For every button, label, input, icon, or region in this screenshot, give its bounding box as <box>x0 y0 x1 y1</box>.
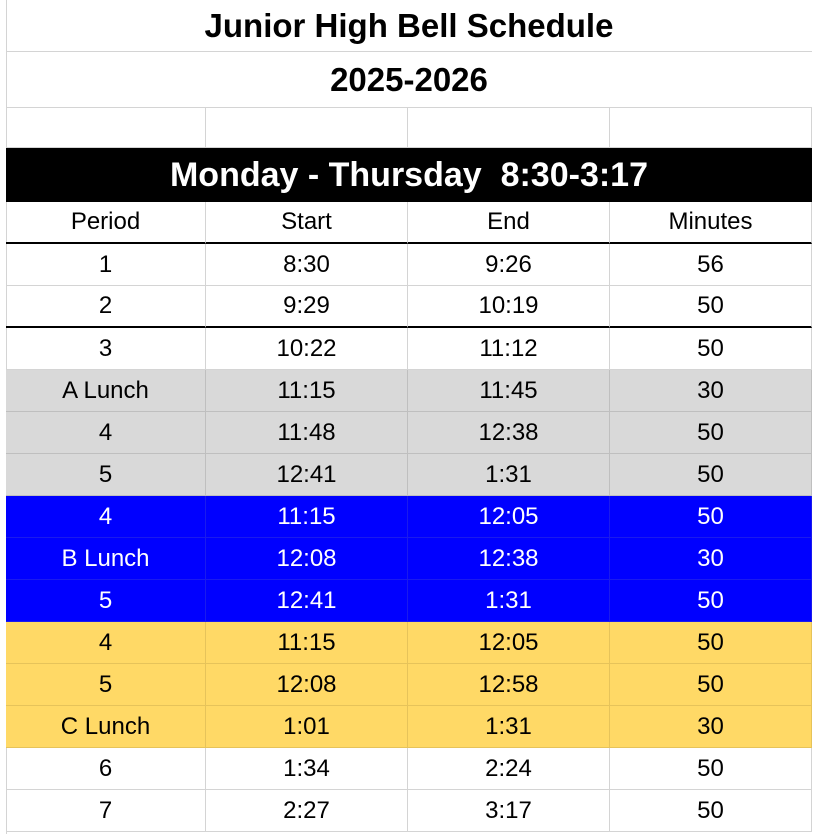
cell-minutes[interactable]: 50 <box>610 580 812 622</box>
cell-end[interactable]: 12:38 <box>408 538 610 580</box>
year-row <box>6 52 812 108</box>
cell-end[interactable]: 1:31 <box>408 706 610 748</box>
cell-minutes[interactable]: 50 <box>610 454 812 496</box>
days-banner[interactable]: Monday - Thursday 8:30-3:17 <box>6 148 812 202</box>
cell-start[interactable]: 12:41 <box>206 580 408 622</box>
cell-end[interactable]: 1:31 <box>408 580 610 622</box>
schedule-row <box>6 538 812 580</box>
cell-minutes[interactable]: 50 <box>610 664 812 706</box>
empty-cell[interactable] <box>610 108 812 148</box>
cell-start[interactable]: 1:34 <box>206 748 408 790</box>
schedule-row <box>6 790 812 832</box>
cell-start[interactable]: 11:15 <box>206 496 408 538</box>
cell-minutes[interactable]: 56 <box>610 244 812 286</box>
cell-start[interactable]: 12:41 <box>206 454 408 496</box>
cell-end[interactable]: 11:12 <box>408 328 610 370</box>
cell-period[interactable]: 6 <box>6 748 206 790</box>
empty-row <box>6 108 812 148</box>
cell-start[interactable]: 11:15 <box>206 622 408 664</box>
schedule-row <box>6 454 812 496</box>
cell-start[interactable]: 11:15 <box>206 370 408 412</box>
cell-end[interactable]: 9:26 <box>408 244 610 286</box>
header-row <box>6 202 812 244</box>
schedule-row <box>6 706 812 748</box>
cell-end[interactable]: 12:05 <box>408 496 610 538</box>
cell-period[interactable]: A Lunch <box>6 370 206 412</box>
cell-end[interactable]: 11:45 <box>408 370 610 412</box>
cell-end[interactable]: 12:05 <box>408 622 610 664</box>
cell-end[interactable]: 1:31 <box>408 454 610 496</box>
cell-minutes[interactable]: 50 <box>610 328 812 370</box>
header-end[interactable]: End <box>408 202 610 244</box>
cell-end[interactable]: 10:19 <box>408 286 610 328</box>
cell-period[interactable]: 4 <box>6 622 206 664</box>
schedule-year[interactable]: 2025-2026 <box>6 52 812 108</box>
cell-period[interactable]: 4 <box>6 412 206 454</box>
cell-period[interactable]: 5 <box>6 664 206 706</box>
schedule-row <box>6 496 812 538</box>
cell-end[interactable]: 12:38 <box>408 412 610 454</box>
schedule-row <box>6 622 812 664</box>
cell-minutes[interactable]: 30 <box>610 370 812 412</box>
empty-cell[interactable] <box>206 108 408 148</box>
title-row <box>6 0 812 52</box>
cell-period[interactable]: 1 <box>6 244 206 286</box>
cell-start[interactable]: 9:29 <box>206 286 408 328</box>
header-period[interactable]: Period <box>6 202 206 244</box>
schedule-row <box>6 412 812 454</box>
cell-start[interactable]: 12:08 <box>206 664 408 706</box>
cell-start[interactable]: 10:22 <box>206 328 408 370</box>
cell-minutes[interactable]: 50 <box>610 496 812 538</box>
cell-period[interactable]: 7 <box>6 790 206 832</box>
schedule-row <box>6 748 812 790</box>
schedule-row <box>6 664 812 706</box>
cell-period[interactable]: B Lunch <box>6 538 206 580</box>
schedule-row <box>6 580 812 622</box>
cell-period[interactable]: C Lunch <box>6 706 206 748</box>
cell-end[interactable]: 12:58 <box>408 664 610 706</box>
cell-minutes[interactable]: 50 <box>610 412 812 454</box>
cell-minutes[interactable]: 50 <box>610 622 812 664</box>
cell-period[interactable]: 2 <box>6 286 206 328</box>
cell-minutes[interactable]: 30 <box>610 538 812 580</box>
schedule-title[interactable]: Junior High Bell Schedule <box>6 0 812 52</box>
empty-cell[interactable] <box>408 108 610 148</box>
header-minutes[interactable]: Minutes <box>610 202 812 244</box>
cell-period[interactable]: 3 <box>6 328 206 370</box>
cell-period[interactable]: 5 <box>6 454 206 496</box>
cell-minutes[interactable]: 50 <box>610 790 812 832</box>
schedule-row <box>6 244 812 286</box>
cell-start[interactable]: 1:01 <box>206 706 408 748</box>
cell-start[interactable]: 2:27 <box>206 790 408 832</box>
empty-cell[interactable] <box>6 108 206 148</box>
schedule-row <box>6 328 812 370</box>
header-start[interactable]: Start <box>206 202 408 244</box>
cell-period[interactable]: 4 <box>6 496 206 538</box>
cell-start[interactable]: 8:30 <box>206 244 408 286</box>
cell-start[interactable]: 11:48 <box>206 412 408 454</box>
cell-minutes[interactable]: 30 <box>610 706 812 748</box>
cell-start[interactable]: 12:08 <box>206 538 408 580</box>
cell-period[interactable]: 5 <box>6 580 206 622</box>
cell-minutes[interactable]: 50 <box>610 748 812 790</box>
schedule-row <box>6 370 812 412</box>
cell-end[interactable]: 3:17 <box>408 790 610 832</box>
cell-end[interactable]: 2:24 <box>408 748 610 790</box>
cell-minutes[interactable]: 50 <box>610 286 812 328</box>
schedule-row <box>6 286 812 328</box>
